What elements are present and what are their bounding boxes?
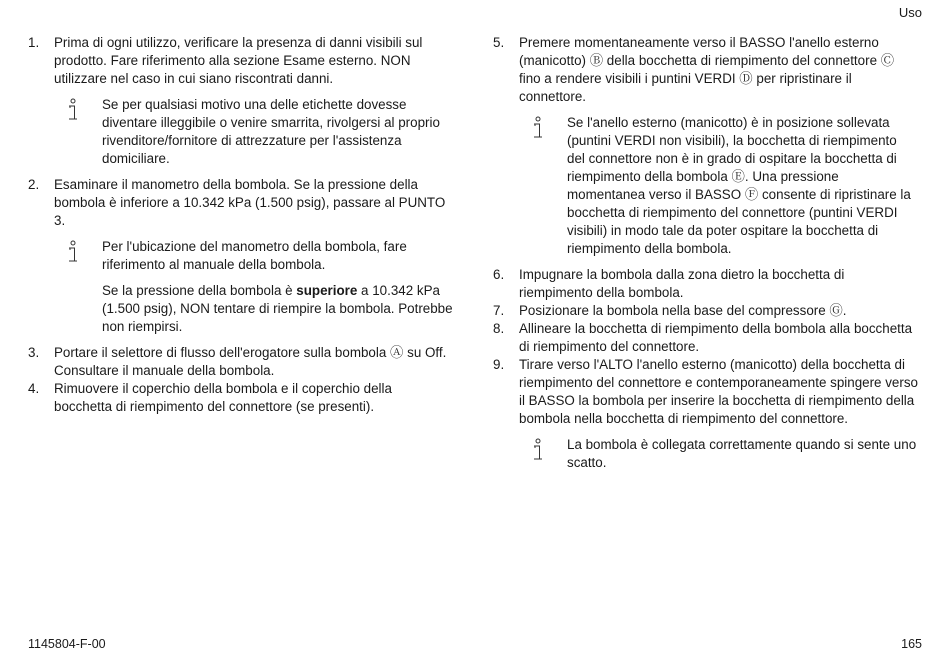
left-column (28, 34, 453, 416)
step-number: 6. (493, 267, 505, 282)
info-note (531, 436, 918, 472)
info-icon (66, 238, 102, 274)
info-icon (66, 96, 102, 168)
step-text: Premere momentaneamente verso il BASSO l'anello esterno (manicotto) Ⓑ della bocchetta di riempimento del connettore Ⓒ fino a rendere visibili i puntini VERDI Ⓓ per ripristinare il connettore. (519, 35, 895, 104)
step-9 (493, 356, 918, 428)
step-text: Portare il selettore di flusso dell'erogatore sulla bombola Ⓐ su Off. Consultare il manuale della bombola. (54, 345, 447, 378)
step-number: 7. (493, 303, 505, 318)
step-8 (493, 320, 918, 356)
step-text: Posizionare la bombola nella base del compressore Ⓖ. (519, 303, 847, 318)
step-number: 4. (28, 381, 40, 396)
step-text: Esaminare il manometro della bombola. Se la pressione della bombola è inferiore a 10.342 kPa (1.500 psig), passare al PUNTO 3. (54, 177, 446, 228)
step-number: 1. (28, 35, 40, 50)
warning-emphasis: superiore (296, 283, 358, 298)
step-number: 3. (28, 345, 40, 360)
page-number: 165 (901, 637, 922, 651)
step-4 (28, 380, 453, 416)
note-text: Se per qualsiasi motivo una delle etichette dovesse diventare illeggibile o venire smarrita, rivolgersi al proprio rivenditore/fornitore di attrezzature per l'assistenza domiciliare. (102, 97, 440, 166)
step-text: Prima di ogni utilizzo, verificare la presenza di danni visibili sul prodotto. Fare riferimento alla sezione Esame esterno. NON utilizzare nel caso in cui siano riscontrati danni. (54, 35, 423, 86)
step-1 (28, 34, 453, 88)
info-icon (531, 114, 567, 258)
step-number: 9. (493, 357, 505, 372)
note-text: Se l'anello esterno (manicotto) è in posizione sollevata (puntini VERDI non visibili), la bocchetta di riempimento del connettore non è in grado di ospitare la bocchetta di riempimento della bombola Ⓔ. Una pressione momentanea verso il BASSO Ⓕ consente di ripristinare la bocchetta di riempimento del connettore (puntini VERDI visibili) in modo tale da poter ospitare la bocchetta di riempimento della bombola. (567, 115, 911, 256)
step-text: Impugnare la bombola dalla zona dietro la bocchetta di riempimento della bombola. (519, 267, 845, 300)
step-number: 8. (493, 321, 505, 336)
section-label: Uso (898, 5, 922, 20)
document-code: 1145804-F-00 (28, 637, 106, 651)
note-text: La bombola è collegata correttamente quando si sente uno scatto. (567, 437, 917, 470)
info-note (66, 238, 453, 274)
step-number: 5. (493, 35, 505, 50)
step-text: Tirare verso l'ALTO l'anello esterno (manicotto) della bocchetta di riempimento del connettore e contemporaneamente spingere verso il BASSO la bombola per inserire la bocchetta di riempimento della bombola nella bocchetta di riempimento del connettore. (519, 357, 918, 426)
step-number: 2. (28, 177, 40, 192)
step-text: Allineare la bocchetta di riempimento della bombola alla bocchetta di riempimento del connettore. (519, 321, 913, 354)
warning-text: a 10.342 kPa (1.500 psig), NON tentare di riempire la bombola. Potrebbe non riempirsi. (102, 283, 453, 334)
step-2 (28, 176, 453, 230)
step-6 (493, 266, 918, 302)
step-7 (493, 302, 918, 320)
right-column (493, 34, 918, 480)
warning-text: Se la pressione della bombola è (102, 283, 297, 298)
step-5 (493, 34, 918, 106)
step-3 (28, 344, 453, 380)
info-icon (531, 436, 567, 472)
info-note (531, 114, 918, 258)
info-note (66, 96, 453, 168)
pressure-warning (102, 282, 453, 336)
note-text: Per l'ubicazione del manometro della bombola, fare riferimento al manuale della bombola. (102, 239, 407, 272)
step-text: Rimuovere il coperchio della bombola e il coperchio della bocchetta di riempimento del connettore (se presenti). (54, 381, 392, 414)
